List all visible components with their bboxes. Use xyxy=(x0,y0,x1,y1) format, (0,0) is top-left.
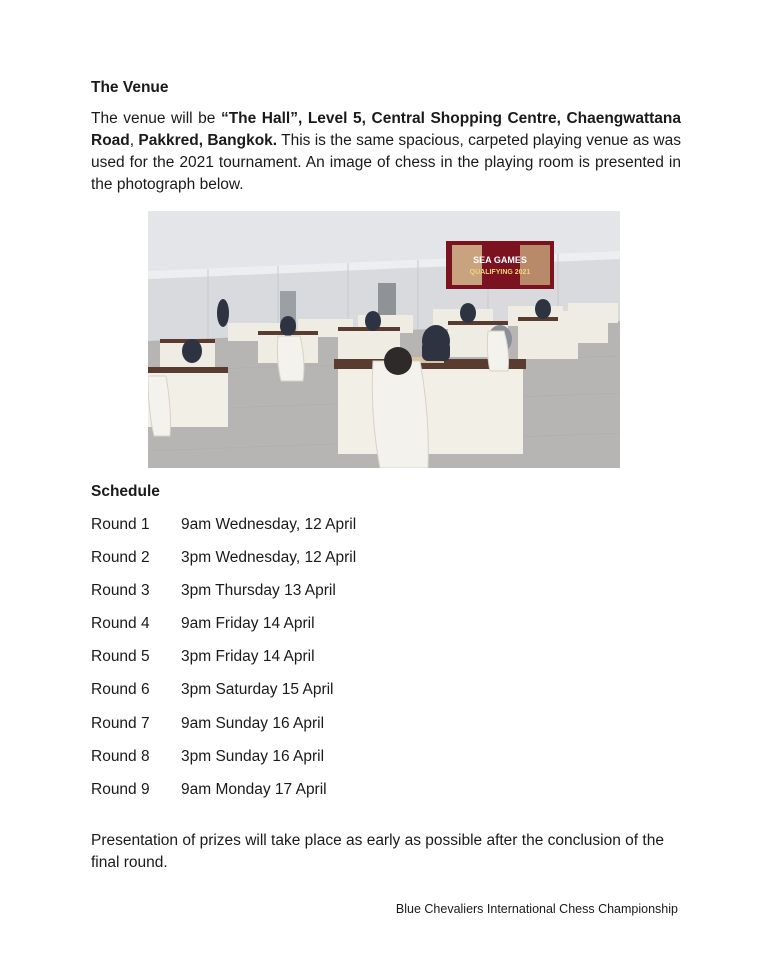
chess-hall-photo xyxy=(148,211,620,468)
schedule-row xyxy=(91,614,681,647)
round-label: Round 2 xyxy=(91,549,150,567)
round-time: 9am Sunday 16 April xyxy=(181,714,325,732)
schedule-row xyxy=(91,780,681,813)
venue-photo xyxy=(148,211,620,468)
round-time: 9am Friday 14 April xyxy=(181,615,315,633)
round-time: 3pm Friday 14 April xyxy=(181,648,315,666)
round-label: Round 9 xyxy=(91,780,150,798)
schedule-row xyxy=(91,515,681,548)
round-time: 3pm Thursday 13 April xyxy=(181,582,336,600)
venue-paragraph xyxy=(91,108,681,196)
banner-text-2: QUALIFYING 2021 xyxy=(469,269,531,276)
round-label: Round 6 xyxy=(91,681,150,699)
schedule-row xyxy=(91,647,681,680)
round-label: Round 1 xyxy=(91,516,150,533)
venue-address-bold: “The Hall”, Level 5, Central Shopping Centre, Chaengwattana Road xyxy=(91,110,681,149)
round-label: Round 3 xyxy=(91,582,150,600)
round-time: 9am Monday 17 April xyxy=(181,780,327,798)
banner-text-1: SEA GAMES xyxy=(473,255,527,265)
round-label: Round 4 xyxy=(91,615,150,633)
venue-city-bold: Pakkred, Bangkok. xyxy=(138,132,278,149)
closing-paragraph: Presentation of prizes will take place as early as possible after the conclusion of the final round. xyxy=(91,831,664,871)
round-label: Round 7 xyxy=(91,714,150,732)
venue-comma: , xyxy=(129,132,139,149)
schedule-row xyxy=(91,548,681,581)
round-time: 9am Wednesday, 12 April xyxy=(181,516,357,533)
schedule-row xyxy=(91,714,681,747)
page-footer: Blue Chevaliers International Chess Championship xyxy=(395,902,678,916)
round-label: Round 5 xyxy=(91,648,150,666)
schedule-row xyxy=(91,581,681,614)
schedule-heading: Schedule xyxy=(91,483,160,500)
schedule-list xyxy=(91,515,681,813)
schedule-row xyxy=(91,680,681,713)
venue-text-intro: The venue will be xyxy=(91,110,221,127)
round-time: 3pm Wednesday, 12 April xyxy=(181,549,357,567)
schedule-row xyxy=(91,747,681,780)
round-label: Round 8 xyxy=(91,747,150,765)
venue-text-rest: This is the same spacious, carpeted playing venue as was used for the 2021 tournament. An image of chess in the playing room is presented in the photograph below. xyxy=(91,132,681,193)
round-time: 3pm Sunday 16 April xyxy=(181,747,325,765)
venue-heading: The Venue xyxy=(91,79,169,96)
venue-section xyxy=(91,78,681,196)
round-time: 3pm Saturday 15 April xyxy=(181,681,334,699)
